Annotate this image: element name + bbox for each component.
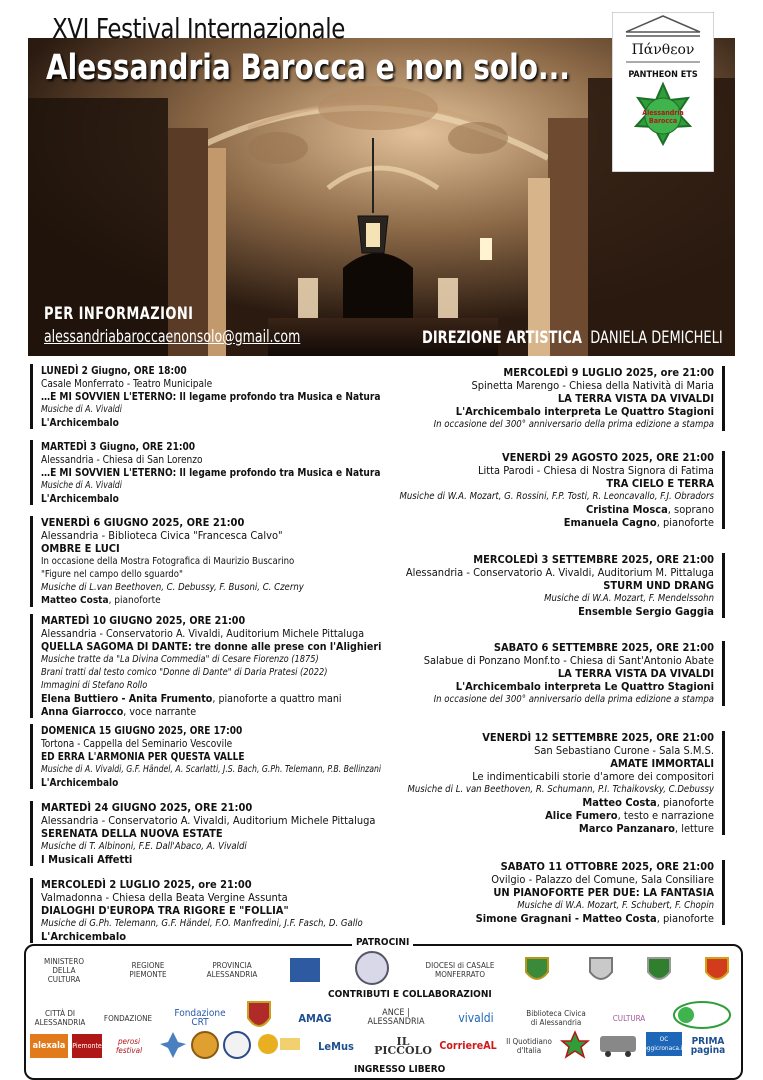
contributi-label: CONTRIBUTI E COLLABORAZIONI [324,989,496,1000]
event-place: Alessandria - Conservatorio A. Vivaldi, Auditorium M. Pittaluga [405,566,714,579]
festival-edition: XVI Festival Internazionale [52,12,345,45]
event-music: Musiche di A. Vivaldi [41,404,122,415]
performer-role: , pianoforte [656,796,714,809]
event-date: SABATO 11 OTTOBRE 2025, ORE 21:00 [500,860,714,873]
event-right-2 [400,451,726,529]
event-performer: L'Archicembalo interpreta Le Quattro Stagioni [455,405,714,418]
event-date: MARTEDÌ 3 Giugno, ORE 21:00 [41,440,196,453]
performer-name: Anna Giarrocco [41,705,124,718]
event-music: Musiche di A. Vivaldi [41,480,122,491]
performer-name: Simone Gragnani - Matteo Costa [475,912,657,925]
leaf-logo-icon [158,1030,188,1060]
event-right-4 [424,641,725,706]
event-performer [407,822,714,835]
event-right-5 [407,731,725,835]
event-note: In occasione della Mostra Fotografica di Maurizio Buscarino [41,556,295,567]
coat-of-arms-icon [646,956,672,986]
logo-prima-pagina: PRIMA pagina [690,1036,726,1056]
direction-name: DANIELA DEMICHELI [590,328,723,348]
crest-icon [354,950,390,986]
event-performer: L'Archicembalo [41,416,119,429]
event-music: Musiche di W.A. Mozart, F. Mendelssohn [544,593,714,604]
event-title: AMATE IMMORTALI [610,757,714,770]
event-right-3 [406,553,725,618]
logo-lemus: LeMus [318,1039,354,1053]
event-title: …E MI SOVVIEN L'ETERNO: Il legame profondo tra Musica e Natura [41,466,381,479]
event-place: Alessandria - Conservatorio A. Vivaldi, Auditorium Michele Pittaluga [41,627,365,640]
event-title: …E MI SOVVIEN L'ETERNO: Il legame profondo tra Musica e Natura [41,390,381,403]
performer-name: Matteo Costa [582,796,657,809]
performer-name: Cristina Mosca [585,503,668,516]
event-date: VENERDÌ 12 SETTEMBRE 2025, ORE 21:00 [482,731,714,744]
event-left-2 [30,440,412,505]
event-performer: Ensemble Sergio Gaggia [578,605,714,618]
performer-role: , pianoforte [108,595,161,606]
event-music: Musiche di G.Ph. Telemann, G.F. Händel, F.O. Manfredini, J.F. Fasch, D. Gallo [41,918,363,929]
event-performer [41,594,304,607]
logo-blue-square [290,958,320,982]
patrocini-label: PATROCINI [352,937,413,948]
event-performer [400,516,715,529]
seal-icon [190,1030,220,1060]
logo-corriere-al: CorriereAL [439,1039,497,1052]
event-title: STURM UND DRANG [603,579,714,592]
logo-fondazione-crt: Fondazione CRT [174,1008,226,1028]
event-place: San Sebastiano Curone - Sala S.M.S. [534,744,714,757]
performer-role: , soprano [667,503,714,516]
event-performer [400,503,715,516]
direction-label: DIREZIONE ARTISTICA [422,328,583,348]
badge-text [612,109,714,125]
event-place: Spinetta Marengo - Chiesa della Natività di Maria [471,379,714,392]
event-date: MARTEDÌ 24 GIUGNO 2025, ORE 21:00 [41,801,253,814]
logo-perosi-festival: perosi festival [115,1037,143,1055]
event-title: LA TERRA VISTA DA VIVALDI [557,392,714,405]
event-note: In occasione del 300° anniversario della prima edizione a stampa [433,419,714,430]
logo-regione: REGIONE PIEMONTE [129,961,167,979]
event-title: ED ERRA L'ARMONIA PER QUESTA VALLE [41,750,245,763]
performer-name: Marco Panzanaro [578,822,675,835]
pantheon-logo [612,12,714,172]
event-title: LA TERRA VISTA DA VIVALDI [557,667,714,680]
event-place: Ovilgio - Palazzo del Comune, Sala Consiliare [491,873,714,886]
info-email-link[interactable]: alessandriabaroccaenonsolo@gmail.com [44,327,301,347]
event-left-4 [30,614,393,718]
event-performer: L'Archicembalo interpreta Le Quattro Stagioni [455,680,714,693]
event-left-5 [30,724,415,789]
event-title: TRA CIELO E TERRA [606,477,714,490]
event-place: Tortona - Cappella del Seminario Vescovile [41,737,233,750]
event-place: Casale Monferrato - Teatro Municipale [41,377,213,390]
logo-cultura: CULTURA [612,1013,646,1023]
event-title: DIALOGHI D'EUROPA TRA RIGORE E "FOLLIA" [41,904,289,917]
event-performer [407,809,714,822]
event-music: Musiche tratte da "La Divina Commedia" di Cesare Fiorenzo (1875) [41,654,319,665]
event-performer [476,912,714,925]
performer-role: , voce narrante [123,705,197,718]
coat-of-arms-icon [246,1000,272,1034]
performer-role: , letture [674,822,714,835]
pantheon-temple-icon [612,12,714,172]
event-performer [41,705,381,718]
performer-name: Matteo Costa [41,595,109,606]
event-title: QUELLA SAGOMA DI DANTE: tre donne alle prese con l'Alighieri [41,640,382,653]
event-left-3 [30,516,304,607]
event-performer: L'Archicembalo [41,492,119,505]
logo-amag: AMAG [298,1011,332,1025]
event-subtitle: Le indimenticabili storie d'amore dei compositori [472,770,714,783]
event-note: In occasione del 300° anniversario della prima edizione a stampa [433,694,714,705]
event-performer [407,796,714,809]
logo-oggicronaca: OC oggicronaca.it [646,1032,682,1056]
logo-alexala: alexala [30,1034,68,1058]
event-title: UN PIANOFORTE PER DUE: LA FANTASIA [493,886,714,899]
bus-logo-icon [598,1032,638,1058]
event-performer [41,692,381,705]
event-music: Musiche di W.A. Mozart, G. Rossini, F.P. Tosti, R. Leoncavallo, F.J. Obradors [399,491,714,502]
logo-fondazione: FONDAZIONE [103,1013,153,1023]
info-heading: PER INFORMAZIONI [44,304,194,324]
coat-of-arms-icon [524,956,550,986]
pantheon-name: Πάνθεον [631,42,695,58]
coat-of-arms-icon [588,956,614,986]
logo-biblioteca: Biblioteca Civica di Alessandria [526,1009,586,1027]
logo-provincia: PROVINCIA ALESSANDRIA [206,961,258,979]
event-date: SABATO 6 SETTEMBRE 2025, ORE 21:00 [493,641,714,654]
event-title: OMBRE E LUCI [41,542,120,555]
performer-name: Alice Fumero [545,809,618,822]
performer-role: , pianoforte [656,912,714,925]
logo-diocesi: DIOCESI di CASALE MONFERRATO [425,961,495,979]
event-date: VENERDÌ 29 AGOSTO 2025, ORE 21:00 [501,451,714,464]
event-music: Musiche di A. Vivaldi, G.F. Händel, A. Scarlatti, J.S. Bach, G.Ph. Telemann, P.B. Bellinzani [41,764,382,775]
event-music: Immagini di Stefano Rollo [41,680,148,691]
event-date: VENERDÌ 6 GIUGNO 2025, ORE 21:00 [41,516,245,529]
ingresso-libero-label: INGRESSO LIBERO [350,1064,449,1075]
logo-citta-alessandria: CITTÀ DI ALESSANDRIA [34,1009,86,1027]
performer-role: , pianoforte [656,516,714,529]
logo-quotidiano: Il Quotidiano d'Italia [506,1037,552,1055]
event-place: Alessandria - Chiesa di San Lorenzo [41,453,203,466]
event-date: MARTEDÌ 10 GIUGNO 2025, ORE 21:00 [41,614,246,627]
festival-title: Alessandria Barocca e non solo... [46,48,570,88]
artistic-direction [422,328,723,348]
logo-piemonte: Piemonte [72,1034,102,1058]
performer-role: , testo e narrazione [617,809,714,822]
event-place: Litta Parodi - Chiesa di Nostra Signora di Fatima [477,464,714,477]
logo-mark-icon [256,1030,302,1058]
event-date: MERCOLEDÌ 2 LUGLIO 2025, ore 21:00 [41,878,252,891]
event-right-1 [434,366,725,431]
logo-vivaldi: vivaldi [458,1010,494,1025]
event-title: SERENATA DELLA NUOVA ESTATE [41,827,223,840]
event-place: Salabue di Ponzano Monf.to - Chiesa di Sant'Antonio Abate [423,654,714,667]
logo-ministero: MINISTERO DELLA CULTURA [43,956,84,984]
event-left-1 [30,364,412,429]
event-right-6 [476,860,725,925]
badge-line-1: Alessandria [642,109,684,117]
event-note: "Figure nel campo dello sguardo" [41,569,183,580]
event-left-6 [30,801,375,866]
logo-il-piccolo: IL PICCOLO [374,1035,432,1057]
event-music: Musiche di W.A. Mozart, F. Schubert, F. Chopin [517,900,714,911]
event-place: Alessandria - Biblioteca Civica "Francesca Calvo" [41,529,283,542]
star-logo-icon [560,1030,590,1060]
event-music: Brani tratti dal testo comico "Donne di Dante" di Daria Pratesi (2022) [41,667,328,678]
performer-role: , pianoforte a quattro mani [212,692,342,705]
coat-of-arms-icon [704,954,730,986]
performer-name: Emanuela Cagno [563,516,657,529]
performer-name: Elena Buttiero - Anita Frumento [41,692,213,705]
event-date: LUNEDÌ 2 Giugno, ORE 18:00 [41,364,187,377]
event-date: DOMENICA 15 GIUGNO 2025, ORE 17:00 [41,724,243,737]
event-performer: I Musicali Affetti [41,853,133,866]
event-left-7 [30,878,363,943]
festival-logo-icon [672,1000,732,1030]
event-music: Musiche di T. Albinoni, F.E. Dall'Abaco, A. Vivaldi [41,841,247,852]
event-music: Musiche di L.van Beethoven, C. Debussy, F. Busoni, C. Czerny [41,582,304,593]
badge-line-2: Barocca [648,117,678,125]
event-date: MERCOLEDÌ 9 LUGLIO 2025, ore 21:00 [503,366,714,379]
event-performer: L'Archicembalo [41,930,127,943]
logo-ance: ANCE | ALESSANDRIA [367,1008,425,1027]
pantheon-ets: PANTHEON ETS [628,70,698,80]
seal-icon [222,1030,252,1060]
event-place: Alessandria - Conservatorio A. Vivaldi, Auditorium Michele Pittaluga [41,814,376,827]
event-music: Musiche di L. van Beethoven, R. Schumann, P.I. Tchaikovsky, C.Debussy [407,784,714,795]
event-date: MERCOLEDÌ 3 SETTEMBRE 2025, ORE 21:00 [473,553,714,566]
event-performer: L'Archicembalo [41,776,119,789]
event-place: Valmadonna - Chiesa della Beata Vergine Assunta [41,891,288,904]
